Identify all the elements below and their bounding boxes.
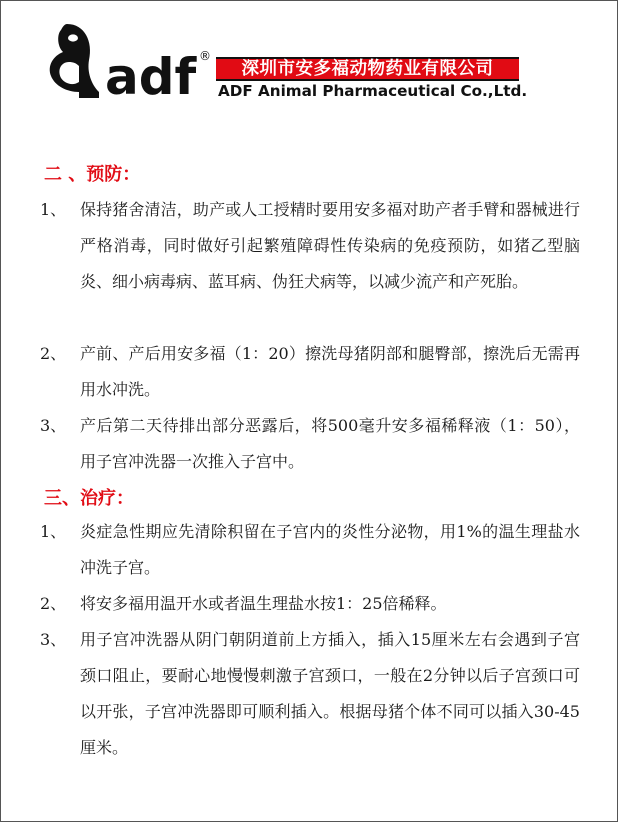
item-text: 用子宫冲洗器从阴门朝阴道前上方插入，插入15厘米左右会遇到子宫颈口阻止，要耐心地慢慢刺激子宫颈口，一般在2分钟以后子宫颈口可以开张，子宫冲洗器即可顺利插入。根据母猪个体不同可以插入30-45厘米。 <box>80 630 580 757</box>
penguin-eye-icon <box>68 34 78 41</box>
section-heading-treatment: 三、治疗： <box>44 488 134 509</box>
item-text: 产后第二天待排出部分恶露后，将500毫升安多福稀释液（1：50），用子宫冲洗器一次推入子宫中。 <box>80 416 580 471</box>
company-name-en: ADF Animal Pharmaceutical Co.,Ltd. <box>218 82 528 100</box>
item-text: 将安多福用温开水或者温生理盐水按1：25倍稀释。 <box>80 594 447 613</box>
company-name-cn: 深圳市安多福动物药业有限公司 <box>216 57 519 81</box>
prevention-item-2 <box>40 336 580 408</box>
treatment-item-2 <box>40 586 580 622</box>
item-number: 2、 <box>40 594 67 613</box>
item-text: 保持猪舍清洁，助产或人工授精时要用安多福对助产者手臂和器械进行严格消毒，同时做好引起繁殖障碍性传染病的免疫预防，如猪乙型脑炎、细小病毒病、蓝耳病、伪狂犬病等，以减少流产和产死胎。 <box>80 200 580 291</box>
item-number: 1、 <box>40 200 67 219</box>
prevention-item-1 <box>40 192 580 336</box>
registered-mark: ® <box>199 49 211 63</box>
prevention-item-3 <box>40 408 580 480</box>
section-heading-prevention: 二 、预防： <box>44 164 141 185</box>
item-number: 2、 <box>40 344 67 363</box>
treatment-item-1 <box>40 514 580 586</box>
brand-wordmark: adf <box>105 48 197 102</box>
item-number: 3、 <box>40 630 67 649</box>
item-number: 3、 <box>40 416 67 435</box>
treatment-item-3 <box>40 622 580 766</box>
item-text: 产前、产后用安多福（1：20）擦洗母猪阴部和腿臀部，擦洗后无需再用水冲洗。 <box>80 344 580 399</box>
item-text: 炎症急性期应先清除积留在子宫内的炎性分泌物，用1%的温生理盐水冲洗子宫。 <box>80 522 580 577</box>
item-number: 1、 <box>40 522 67 541</box>
